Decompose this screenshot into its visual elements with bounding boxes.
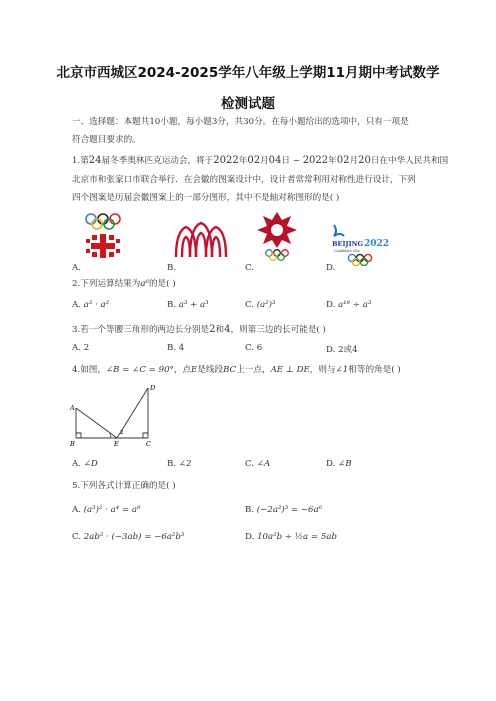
question-1-line2: 北京市和张家口市联合举行．在会徽的图案设计中，设计者常常利用对称性进行设计，下列: [72, 175, 416, 185]
question-2-stem: 2.下列运算结果为a⁶的是( ): [72, 279, 176, 289]
q4-option-a[interactable]: A. ∠D: [72, 459, 98, 469]
q2-option-d[interactable]: D. a¹⁸ ÷ a³: [326, 300, 372, 310]
q1-option-b[interactable]: B.: [167, 263, 177, 273]
emblem-d-text: BEIJING: [332, 240, 364, 248]
q4-geometry-figure: [66, 380, 166, 452]
q4-label-angle2: 2: [120, 430, 124, 436]
emblem-b-image: [172, 221, 230, 261]
q2-option-a[interactable]: A. a³ · a²: [72, 300, 110, 310]
section-instruction: 一、选择题：本题共10小题，每小题3分，共30分。在每小题给出的选项中，只有一项是: [72, 117, 409, 127]
document-title: 北京市西城区2024-2025学年八年级上学期11月期中考试数学: [56, 65, 440, 81]
emblem-a-image: [78, 210, 140, 264]
document-title-line2: 检测试题: [221, 96, 275, 112]
emblem-d-image: [328, 222, 400, 266]
q4-label-a: A: [70, 404, 75, 412]
q4-label-b: B: [70, 440, 75, 448]
emblem-d-year: 2022: [364, 239, 390, 249]
q4-option-b[interactable]: B. ∠2: [167, 459, 192, 469]
q3-option-b[interactable]: B. 4: [167, 343, 185, 353]
q2-option-c[interactable]: C. (a²)³: [245, 300, 276, 310]
q3-option-c[interactable]: C. 6: [245, 343, 263, 353]
q1-option-d[interactable]: D.: [326, 263, 336, 273]
q2-option-b[interactable]: B. a³ + a³: [167, 300, 209, 310]
q4-option-c[interactable]: C. ∠A: [245, 459, 271, 469]
q5-option-d[interactable]: D. 10a²b ÷ ½a = 5ab: [245, 532, 337, 542]
q4-label-e: E: [114, 440, 119, 448]
emblem-c-image: [255, 210, 299, 262]
question-3-stem: 3.若一个等腰三角形的两边长分别是2和4，则第三边的长可能是( ): [72, 324, 326, 335]
question-4-stem: 4.如图，∠B = ∠C = 90°，点E是线段BC上一点，AE ⊥ DE，则与∠1相等的角是( ): [72, 365, 401, 375]
question-1-line1: 1.第24届冬季奥林匹克运动会，将于2022年02月04日 ~ 2022年02月20日在中华人民共和国: [72, 155, 449, 166]
q4-option-d[interactable]: D. ∠B: [326, 459, 352, 469]
q5-option-c[interactable]: C. 2ab² · (−3ab) = −6a²b³: [72, 532, 185, 542]
q1-option-c[interactable]: C.: [245, 263, 255, 273]
section-instruction-cont: 符合题目要求的。: [72, 135, 141, 145]
q4-label-c: C: [146, 440, 151, 448]
q5-option-b[interactable]: B. (−2a²)³ = −6a⁶: [245, 505, 323, 515]
q4-label-d: D: [150, 384, 156, 392]
q3-option-a[interactable]: A. 2: [72, 343, 90, 353]
q5-option-a[interactable]: A. (a³)² · a⁴ = a⁹: [72, 505, 141, 515]
question-1-line3: 四个图案是历届会徽图案上的一部分图形，其中不是轴对称图形的是( ): [72, 193, 340, 203]
q3-option-d[interactable]: D. 2或4: [326, 345, 358, 355]
q4-label-angle1: 1: [109, 433, 113, 439]
q1-option-a[interactable]: A.: [72, 263, 81, 273]
question-5-stem: 5.下列各式计算正确的是( ): [72, 481, 176, 491]
emblem-d-sub: Candidate City: [334, 249, 360, 253]
